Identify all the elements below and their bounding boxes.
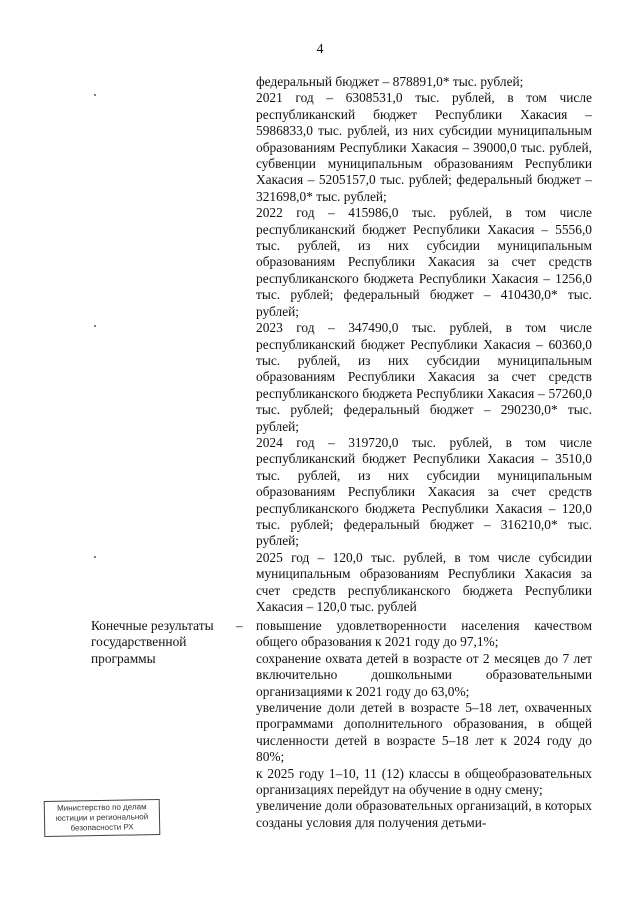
result-paragraph: увеличение доли образовательных организаций, в которых созданы условия для получения детьми- (256, 798, 592, 830)
financing-paragraph: 2021 год – 6308531,0 тыс. рублей, в том числе республиканский бюджет Республики Хакасия – 5986833,0 тыс. рублей, из них субсидии муниципальным образованиям Республики Хакасия – 39000,0 тыс. рублей, субвенции муниципальным образованиям Республики Хакасия – 5205157,0 тыс. рублей; федеральный бюджет – 321698,0* тыс. рублей; (256, 90, 592, 204)
financing-paragraph: 2022 год – 415986,0 тыс. рублей, в том числе республиканский бюджет Республики Хакасия – 5556,0 тыс. рублей, из них субсидии муниципальным образованиям Республики Хакасия за счет средств республиканского бюджета Республики Хакасия – 1256,0 тыс. рублей; федеральный бюджет – 410430,0* тыс. рублей; (256, 205, 592, 319)
result-paragraph: увеличение доли детей в возрасте 5–18 лет, охваченных программами дополнительного образования, в общей численности детей в возрасте 5–18 лет к 2024 году до 80%; (256, 700, 592, 765)
results-text-block (256, 618, 592, 831)
stamp-line: безопасности РХ (70, 822, 134, 833)
financing-paragraph: 2023 год – 347490,0 тыс. рублей, в том числе республиканский бюджет Республики Хакасия – 60360,0 тыс. рублей, из них субсидии муниципальным образованиям Республики Хакасия за счет средств республиканского бюджета Республики Хакасия – 57260,0 тыс. рублей; федеральный бюджет – 290230,0* тыс. рублей; (256, 320, 592, 434)
result-paragraph: сохранение охвата детей в возрасте от 2 месяцев до 7 лет включительно дошкольными образовательными организациями к 2021 году до 63,0%; (256, 650, 592, 699)
financing-paragraph: 2025 год – 120,0 тыс. рублей, в том числе субсидии муниципальным образованиям Республики Хакасия за счет средств республиканского бюджета Республики Хакасия – 120,0 тыс. рублей (256, 549, 592, 614)
margin-mark (94, 325, 96, 327)
margin-mark (94, 94, 96, 96)
page-number: 4 (316, 42, 324, 57)
financing-text-block (256, 74, 592, 615)
results-dash: – (236, 618, 243, 633)
financing-paragraph: федеральный бюджет – 878891,0* тыс. рублей; (256, 74, 524, 89)
stamp-line: юстиции и региональной (55, 812, 149, 823)
ministry-stamp (44, 799, 161, 837)
result-paragraph: повышение удовлетворенности населения качеством общего образования к 2021 году до 97,1%; (256, 618, 592, 650)
stamp-line: Министерство по делам (57, 802, 147, 813)
results-label: Конечные результаты государственной программы (91, 618, 214, 666)
margin-mark (94, 556, 96, 558)
result-paragraph: к 2025 году 1–10, 11 (12) классы в общеобразовательных организациях перейдут на обучение в одну смену; (256, 765, 592, 798)
financing-paragraph: 2024 год – 319720,0 тыс. рублей, в том числе республиканский бюджет Республики Хакасия – 3510,0 тыс. рублей, из них субсидии муниципальным образованиям Республики Хакасия за счет средств республиканского бюджета Республики Хакасия – 120,0 тыс. рублей; федеральный бюджет – 316210,0* тыс. рублей; (256, 434, 592, 549)
